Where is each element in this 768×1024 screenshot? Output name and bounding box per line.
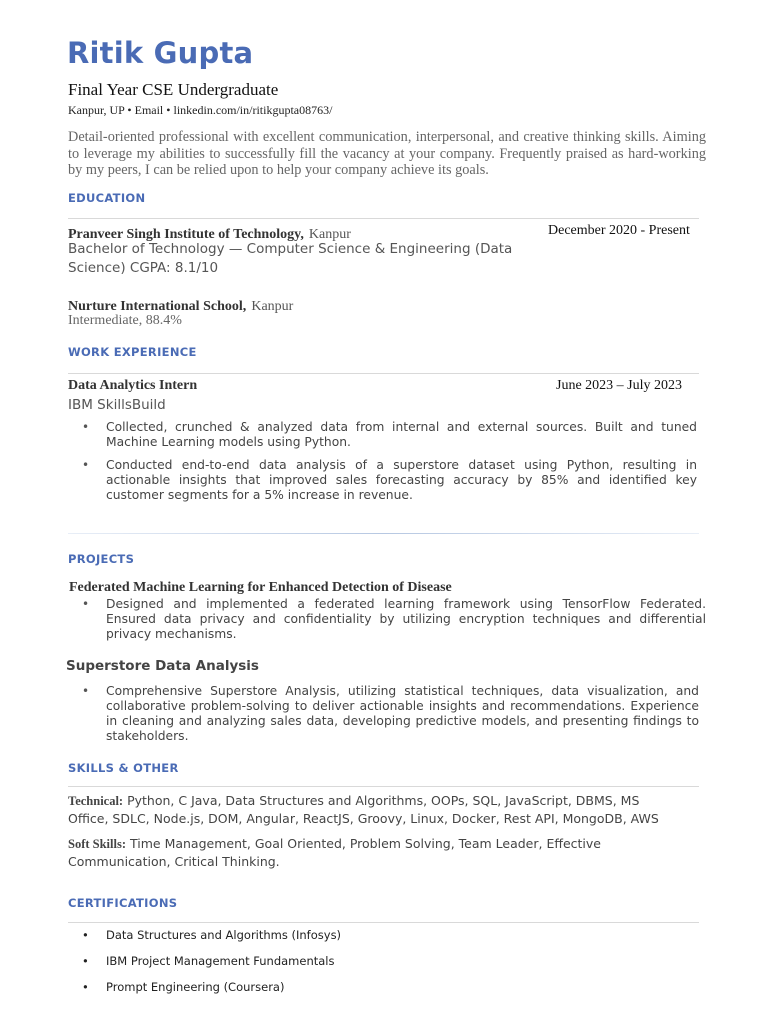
list-item xyxy=(68,980,341,1006)
technical-skills-text: Python, C Java, Data Structures and Algorithms, OOPs, SQL, JavaScript, DBMS, MS Office, SDLC, Node.js, DOM, Angular, ReactJS, Groovy, Linux, Docker, Rest API, MongoDB, AWS xyxy=(68,793,659,826)
contact-location: Kanpur, UP xyxy=(68,103,125,117)
list-item xyxy=(68,420,697,450)
education-heading: EDUCATION xyxy=(68,191,146,205)
bullet-text: Collected, crunched & analyzed data from internal and external sources. Built and tuned Machine Learning models using Python. xyxy=(106,420,697,449)
job-company: IBM SkillsBuild xyxy=(68,397,166,413)
project-bullet-list xyxy=(68,597,706,642)
bullet-glyph: • xyxy=(82,597,90,611)
project-title: Superstore Data Analysis xyxy=(66,658,259,674)
list-item xyxy=(68,928,341,954)
skills-heading: SKILLS & OTHER xyxy=(68,761,179,775)
soft-skills-label: Soft Skills: xyxy=(68,837,127,851)
list-item xyxy=(68,458,697,503)
bullet-text: Conducted end-to-end data analysis of a superstore dataset using Python, resulting in actionable insights that improved sales forecasting accuracy by 85% and identified key customer segments for a 5% increase in revenue. xyxy=(106,458,697,502)
list-item xyxy=(68,954,341,980)
bullet-text: Comprehensive Superstore Analysis, utilizing statistical techniques, data visualization, and collaborative problem-solving to deliver actionable insights and recommendations. Experience in cleaning and analyzing sales data, developing predictive models, and presenting findings to stakeholders. xyxy=(106,684,699,743)
bullet-glyph: • xyxy=(82,458,90,472)
soft-skills-text: Time Management, Goal Oriented, Problem Solving, Team Leader, Effective Communication, Critical Thinking. xyxy=(68,836,601,869)
certification-text: Data Structures and Algorithms (Infosys) xyxy=(106,928,342,942)
contact-line xyxy=(68,103,332,118)
section-divider xyxy=(68,533,699,534)
degree-text: Intermediate, 88.4% xyxy=(68,313,182,328)
email-link[interactable]: Email xyxy=(134,103,164,117)
summary-paragraph: Detail-oriented professional with excellent communication, interpersonal, and creative thinking skills. Aiming to leverage my abilities to successfully fill the vacancy at your company. Frequently praised as hard-working by my peers, I can be relied upon to help your company achieve its goals. xyxy=(68,129,706,178)
candidate-name: Ritik Gupta xyxy=(67,36,254,70)
experience-bullet-list xyxy=(68,420,697,503)
certifications-heading: CERTIFICATIONS xyxy=(68,896,178,910)
bullet-glyph: • xyxy=(82,980,89,994)
linkedin-link[interactable]: linkedin.com/in/ritikgupta08763/ xyxy=(173,103,333,117)
degree-text: Bachelor of Technology — Computer Science & Engineering (Data Science) CGPA: 8.1/10 xyxy=(68,241,513,276)
job-role: Data Analytics Intern xyxy=(68,378,198,393)
list-item xyxy=(68,597,706,642)
candidate-subtitle: Final Year CSE Undergraduate xyxy=(68,80,279,99)
education-dates: December 2020 - Present xyxy=(548,223,690,238)
school-city: Kanpur xyxy=(308,227,351,242)
technical-skills xyxy=(68,792,668,827)
project-title: Federated Machine Learning for Enhanced Detection of Disease xyxy=(69,580,452,595)
work-experience-heading: WORK EXPERIENCE xyxy=(68,345,197,359)
school-name: Nurture International School, xyxy=(68,299,247,314)
projects-heading: PROJECTS xyxy=(68,552,135,566)
bullet-glyph: • xyxy=(82,420,90,434)
project-bullet-list xyxy=(68,684,699,744)
section-divider xyxy=(68,373,699,374)
certifications-list xyxy=(68,928,341,1006)
section-divider xyxy=(68,218,699,219)
job-dates: June 2023 – July 2023 xyxy=(556,378,682,393)
bullet-glyph: • xyxy=(82,928,89,942)
education-entry-school xyxy=(68,295,293,315)
section-divider xyxy=(68,922,699,923)
soft-skills xyxy=(68,835,628,870)
certification-text: Prompt Engineering (Coursera) xyxy=(106,980,285,994)
list-item xyxy=(68,684,699,744)
contact-separator: • xyxy=(127,103,132,117)
contact-separator: • xyxy=(166,103,171,117)
technical-skills-label: Technical: xyxy=(68,794,124,808)
bullet-glyph: • xyxy=(82,684,90,698)
bullet-text: Designed and implemented a federated learning framework using TensorFlow Federated. Ensured data privacy and confidentiality by utilizing encryption techniques and differential privacy mechanisms. xyxy=(106,597,706,641)
school-city: Kanpur xyxy=(251,299,294,314)
school-name: Pranveer Singh Institute of Technology, xyxy=(68,227,304,242)
certification-text: IBM Project Management Fundamentals xyxy=(106,954,335,968)
section-divider xyxy=(68,786,699,787)
bullet-glyph: • xyxy=(82,954,89,968)
